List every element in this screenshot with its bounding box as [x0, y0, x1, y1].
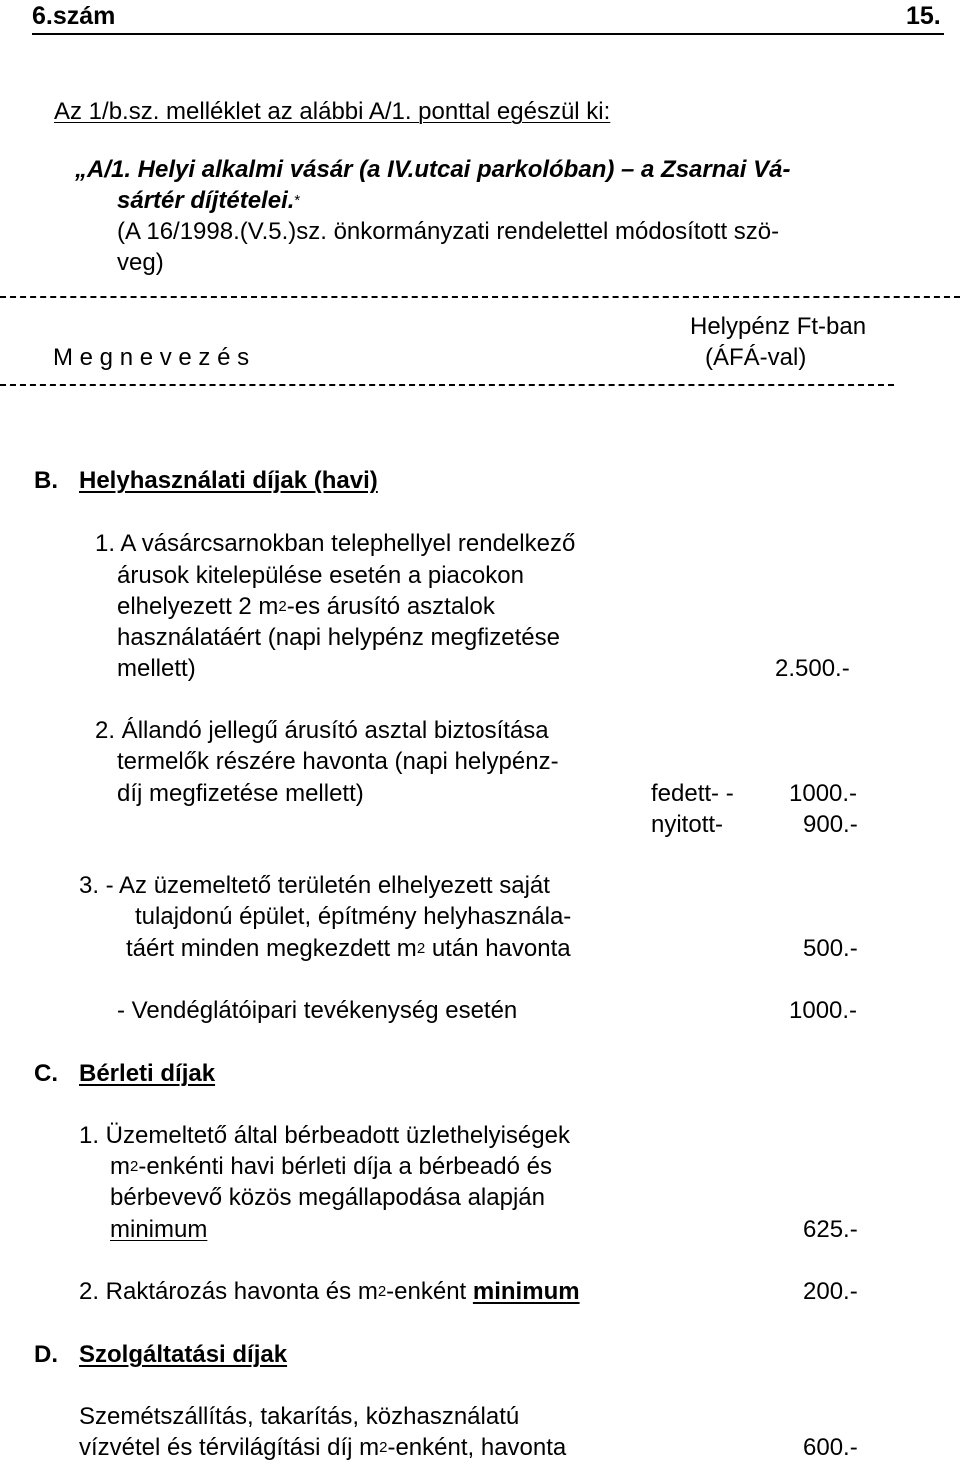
- header-rule: [32, 33, 944, 35]
- footnote-mark: *: [294, 192, 301, 209]
- c-item1-line2: $m^2$-enkénti havi bérleti díja a bérbeadó és: [110, 1153, 552, 1180]
- section-c-title: Bérleti díjak: [79, 1060, 216, 1087]
- section-a-note-line1: (A 16/1998.(V.5.)sz. önkormányzati rendelettel módosított szö-: [117, 218, 780, 245]
- b-item3-price: 500.-: [803, 935, 858, 962]
- b-item2-line3: díj megfizetése mellett): [117, 780, 364, 807]
- d-line2: vízvétel és térvilágítási díj $m^2$-enként, havonta: [79, 1434, 567, 1461]
- b-item2-line2: termelők részére havonta (napi helypénz-: [117, 748, 559, 775]
- section-c-letter: C.: [34, 1060, 58, 1087]
- c-item1-line3: bérbevevő közös megállapodása alapján: [110, 1184, 545, 1211]
- price-column-header-line2: (ÁFÁ-val): [705, 344, 807, 371]
- section-d-title: Szolgáltatási díjak: [79, 1341, 288, 1368]
- b-item3-line2: tulajdonú épület, építmény helyhasznála-: [135, 903, 572, 930]
- section-d-letter: D.: [34, 1341, 58, 1368]
- c-item1-line4: minimum: [110, 1216, 208, 1243]
- name-column-header: M e g n e v e z é s: [53, 344, 250, 371]
- b-item1-line3: elhelyezett 2 $m^2-es$ árusító asztalok: [117, 593, 495, 620]
- c-item2-price: 200.-: [803, 1278, 858, 1305]
- b-item2-line1: 2. Állandó jellegű árusító asztal biztosítása: [95, 717, 549, 744]
- b-item2-open-label: nyitott-: [651, 811, 724, 838]
- section-b-letter: B.: [34, 467, 58, 494]
- table-top-rule: [0, 296, 960, 298]
- b-item2-open-price: 900.-: [803, 811, 858, 838]
- b-item3-catering-price: 1000.-: [789, 997, 858, 1024]
- b-item1-line5: mellett): [117, 655, 196, 682]
- b-item1-price: 2.500.-: [775, 655, 850, 682]
- c-item2-text: 2. Raktározás havonta és $m^2$-enként minimum: [79, 1278, 580, 1305]
- b-item2-covered-label: fedett- -: [651, 780, 734, 807]
- section-a-title-line2: sártér díjtételei.*: [117, 187, 301, 214]
- section-a-title-line1: „A/1. Helyi alkalmi vásár (a IV.utcai parkolóban) – a Zsarnai Vá-: [75, 156, 791, 183]
- price-column-header-line1: Helypénz Ft-ban: [690, 313, 867, 340]
- page-number: 15.: [906, 2, 941, 30]
- b-item3-catering-label: - Vendéglátóipari tevékenység esetén: [117, 997, 518, 1024]
- b-item3-line1: 3. - Az üzemeltető területén elhelyezett saját: [79, 872, 550, 899]
- b-item2-covered-price: 1000.-: [789, 780, 858, 807]
- table-header-bottom-rule: [0, 384, 894, 386]
- d-line1: Szemétszállítás, takarítás, közhasználatú: [79, 1403, 520, 1430]
- c-item1-price: 625.-: [803, 1216, 858, 1243]
- b-item1-line4: használatáért (napi helypénz megfizetése: [117, 624, 560, 651]
- b-item1-line1: 1. A vásárcsarnokban telephellyel rendelkező: [95, 530, 576, 557]
- intro-text: Az 1/b.sz. melléklet az alábbi A/1. ponttal egészül ki:: [54, 98, 611, 125]
- b-item1-line2: árusok kitelepülése esetén a piacokon: [117, 562, 524, 589]
- section-a-note-line2: veg): [117, 249, 164, 276]
- section-b-title: Helyhasználati díjak (havi): [79, 467, 378, 494]
- issue-number: 6.szám: [32, 2, 116, 30]
- b-item3-line3: táért minden megkezdett $m^2$ után havonta: [126, 935, 571, 962]
- c-item2-minimum: minimum: [472, 1278, 580, 1305]
- d-price: 600.-: [803, 1434, 858, 1461]
- c-item1-line1: 1. Üzemeltető által bérbeadott üzlethelyiségek: [79, 1122, 570, 1149]
